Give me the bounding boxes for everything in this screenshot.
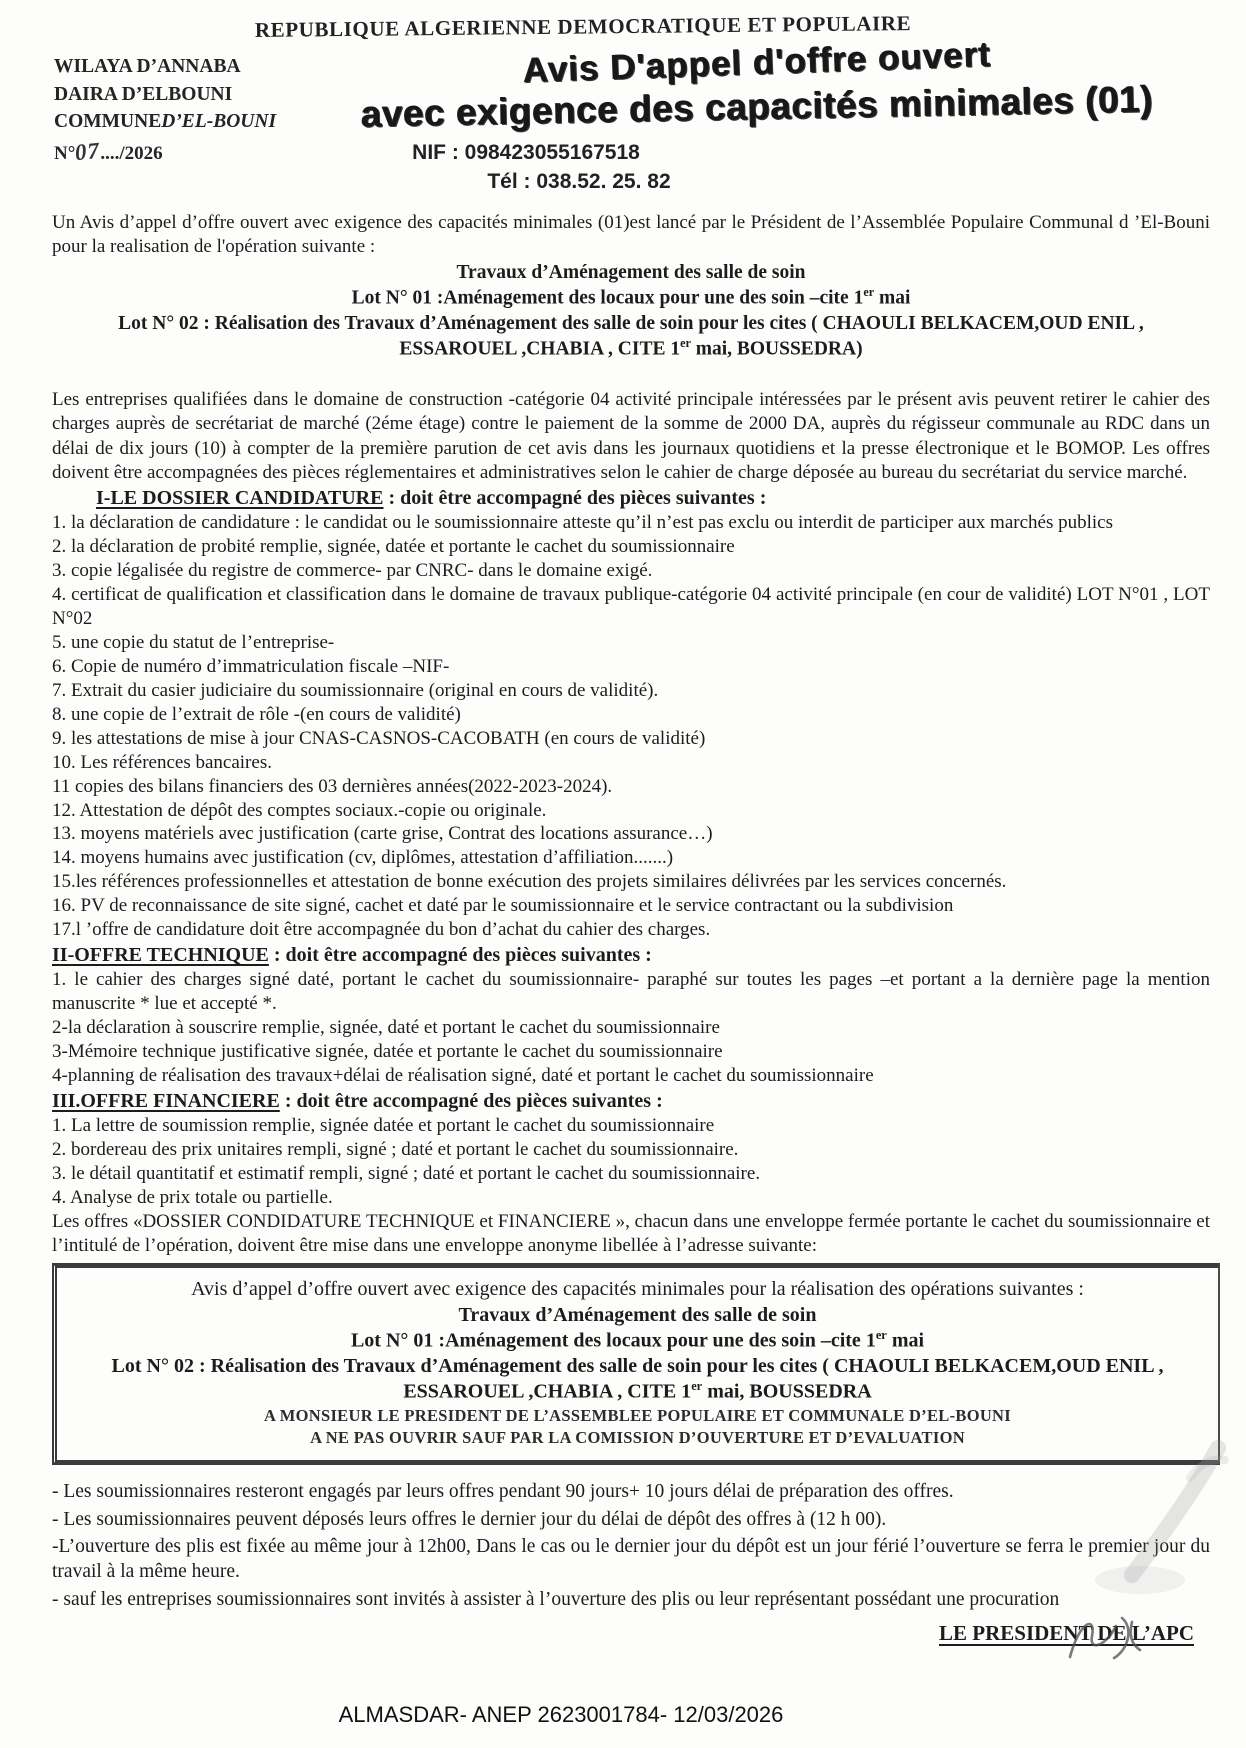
list-item: 11 copies des bilans financiers des 03 dernières années(2022-2023-2024).	[52, 775, 613, 797]
list-item: 3. le détail quantitatif et estimatif rempli, signé ; daté et portant le cachet du soumissionnaire.	[52, 1162, 761, 1184]
list-item: 5. une copie du statut de l’entreprise-	[52, 631, 335, 653]
retrait-paragraph: Les entreprises qualifiées dans le domaine de construction -catégorie 04 activité principale intéressées par le présent avis peuvent retirer le cahier des charges auprès de secrétariat de marché (2éme étage) contre le paiement de la somme de 2000 DA, auprès du régisseur communale au RDC dans un délai de dix jours (10) à compter de la première parution de cet avis dans les journaux quotidiens et la presse électronique et le BOMOP. Les offres doivent être accompagnées des pièces réglementaires et administratives selon le cahier de charge déposée au bureau du secrétariat du service marché.	[52, 389, 1210, 483]
lot2-line2: ESSAROUEL ,CHABIA , CITE 1er mai, BOUSSEDRA)	[399, 336, 863, 360]
list-item: 1. la déclaration de candidature : le candidat ou le soumissionnaire atteste qu’il n’est pas exclu ou interdit de participer aux marchés publics	[52, 512, 1113, 534]
list-item: 12. Attestation de dépôt des comptes sociaux.-copie ou originale.	[52, 799, 547, 821]
signature-label: LE PRESIDENT DE L’APC	[939, 1620, 1194, 1645]
list-item: 16. PV de reconnaissance de site signé, cachet et daté par le soumissionnaire et le service contractant ou la subdivision	[52, 895, 954, 917]
list-item: 3. copie légalisée du registre de commerce- par CNRC- dans le domaine exigé.	[52, 560, 653, 582]
list-item: 4-planning de réalisation des travaux+délai de réalisation signé, daté et portant le cachet du soumissionnaire	[52, 1064, 874, 1086]
box-line: Avis d’appel d’offre ouvert avec exigence des capacités minimales pour la réalisation des opérations suivantes :	[191, 1278, 1084, 1301]
lot2-line1: Lot N° 02 : Réalisation des Travaux d’Aménagement des salle de soin pour les cites ( CHAOULI BELKACEM,OUD ENIL ,	[118, 312, 1144, 334]
list-item: 10. Les références bancaires.	[52, 751, 272, 773]
box-lot1-line: Lot N° 01 :Aménagement des locaux pour une des soin –cite 1er mai	[350, 1327, 925, 1352]
issuer-daira: DAIRA D’ELBOUNI	[54, 83, 233, 105]
list-item: 2-la déclaration à souscrire remplie, signée, daté et portant le cachet du soumissionnaire	[52, 1017, 720, 1038]
list-item: 6. Copie de numéro d’immatriculation fiscale –NIF-	[52, 655, 450, 677]
operation-title: Travaux d’Aménagement des salle de soin	[456, 261, 806, 283]
list-item: 8. une copie de l’extrait de rôle -(en cours de validité)	[52, 703, 461, 725]
list-item: 4. certificat de qualification et classification dans le domaine de travaux publique-catégorie 04 activité principale (en cour de validité) LOT N°01 , LOT N°02	[52, 584, 1210, 629]
list-item: 15.les références professionnelles et attestation de bonne exécution des projets similaires délivrées par les services concernés.	[52, 871, 1007, 893]
issuer-commune: COMMUNED’EL-BOUNI	[54, 111, 277, 133]
list-item: 13. moyens matériels avec justification (carte grise, Contrat des locations assurance…)	[52, 823, 713, 845]
republic-header: REPUBLIQUE ALGERIENNE DEMOCRATIQUE ET POPULAIRE	[254, 11, 912, 42]
list-item: 1. La lettre de soumission remplie, signée datée et portant le cachet du soumissionnaire	[52, 1114, 715, 1136]
nif-line: NIF : 098423055167518	[412, 141, 640, 164]
box-lot2-line1: Lot N° 02 : Réalisation des Travaux d’Aménagement des salle de soin pour les cites ( CHAOULI BELKACEM,OUD ENIL ,	[111, 1355, 1164, 1378]
envelope-note: Les offres «DOSSIER CONDIDATURE TECHNIQUE et FINANCIERE », chacun dans une enveloppe fermée portante le cachet du soumissionnaire et l’intitulé de l’opération, doivent être mise dans une enveloppe anonyme libellée à l’adresse suivante:	[52, 1210, 1210, 1256]
intro-paragraph: Un Avis d’appel d’offre ouvert avec exigence des capacités minimales (01)est lancé par le Président de l’Assemblée Populaire Communal d ’El-Bouni pour la realisation de l'opération suivante :	[52, 212, 1210, 258]
list-item: 7. Extrait du casier judiciaire du soumissionnaire (original en cours de validité).	[52, 679, 659, 701]
box-destination-line1: A MONSIEUR LE PRESIDENT DE L’ASSEMBLEE POPULAIRE ET COMMUNALE D’EL-BOUNI	[264, 1406, 1011, 1426]
box-line: Travaux d’Aménagement des salle de soin	[458, 1303, 817, 1326]
lot1-line: Lot N° 01 :Aménagement des locaux pour une des soin –cite 1er mai	[351, 284, 911, 309]
handwritten-number: 07	[74, 137, 102, 166]
reference-number: N°07..../2026	[54, 136, 276, 169]
tel-line: Tél : 038.52. 25. 82	[487, 170, 671, 193]
box-lot2-line2: ESSAROUEL ,CHABIA , CITE 1er mai, BOUSSEDRA	[403, 1379, 872, 1404]
condition-line: - Les soumissionnaires peuvent déposés leurs offres le dernier jour du délai de dépôt des offres à (12 h 00).	[52, 1508, 887, 1530]
list-item: 9. les attestations de mise à jour CNAS-CASNOS-CACOBATH (en cours de validité)	[52, 727, 706, 749]
condition-line: - Les soumissionnaires resteront engagés par leurs offres pendant 90 jours+ 10 jours délai de préparation des offres.	[52, 1480, 954, 1502]
list-item: 1. le cahier des charges signé daté, portant le cachet du soumissionnaire- paraphé sur toutes les pages –et portant a la dernière page la mention manuscrite * lue et accepté *.	[52, 969, 1210, 1015]
list-item: 3-Mémoire technique justificative signée, datée et portante le cachet du soumissionnaire	[52, 1040, 723, 1062]
address-box	[52, 1263, 1220, 1465]
section-heading-candidature: I-LE DOSSIER CANDIDATURE : doit être accompagné des pièces suivantes :	[96, 487, 767, 510]
list-item: 2. bordereau des prix unitaires rempli, signé ; daté et portant le cachet du soumissionnaire.	[52, 1138, 739, 1160]
condition-line: -L’ouverture des plis est fixée au même jour à 12h00, Dans le cas ou le dernier jour du dépôt est un jour férié l’ouverture se ferra le premier jour du travail à la même heure.	[52, 1536, 1210, 1583]
list-item: 4. Analyse de prix totale ou partielle.	[52, 1186, 333, 1208]
notice-title-line2: avec exigence des capacités minimales (01)	[360, 78, 1154, 135]
list-item: 14. moyens humains avec justification (cv, diplômes, attestation d’affiliation.......)	[52, 847, 674, 869]
section-heading-financiere: III.OFFRE FINANCIERE : doit être accompagné des pièces suivantes :	[52, 1089, 663, 1112]
list-item: 17.l ’offre de candidature doit être accompagnée du bon d’achat du cahier des charges.	[52, 919, 711, 941]
footer-credit: ALMASDAR- ANEP 2623001784- 12/03/2026	[338, 1702, 784, 1727]
section-heading-technique: II-OFFRE TECHNIQUE : doit être accompagné des pièces suivantes :	[52, 944, 652, 967]
notice-title-line1: Avis D'appel d'offre ouvert	[522, 34, 992, 91]
condition-line: - sauf les entreprises soumissionnaires sont invités à assister à l’ouverture des plis ou leur représentant possédant une procuration	[52, 1588, 1060, 1610]
box-destination-line2: A NE PAS OUVRIR SAUF PAR LA COMISSION D’OUVERTURE ET D’EVALUATION	[310, 1428, 965, 1448]
list-item: 2. la déclaration de probité remplie, signée, datée et portante le cachet du soumissionnaire	[52, 536, 735, 558]
notice-title	[304, 34, 1210, 135]
notice-header	[52, 34, 1210, 211]
issuer-wilaya: WILAYA D’ANNABA	[54, 56, 241, 77]
